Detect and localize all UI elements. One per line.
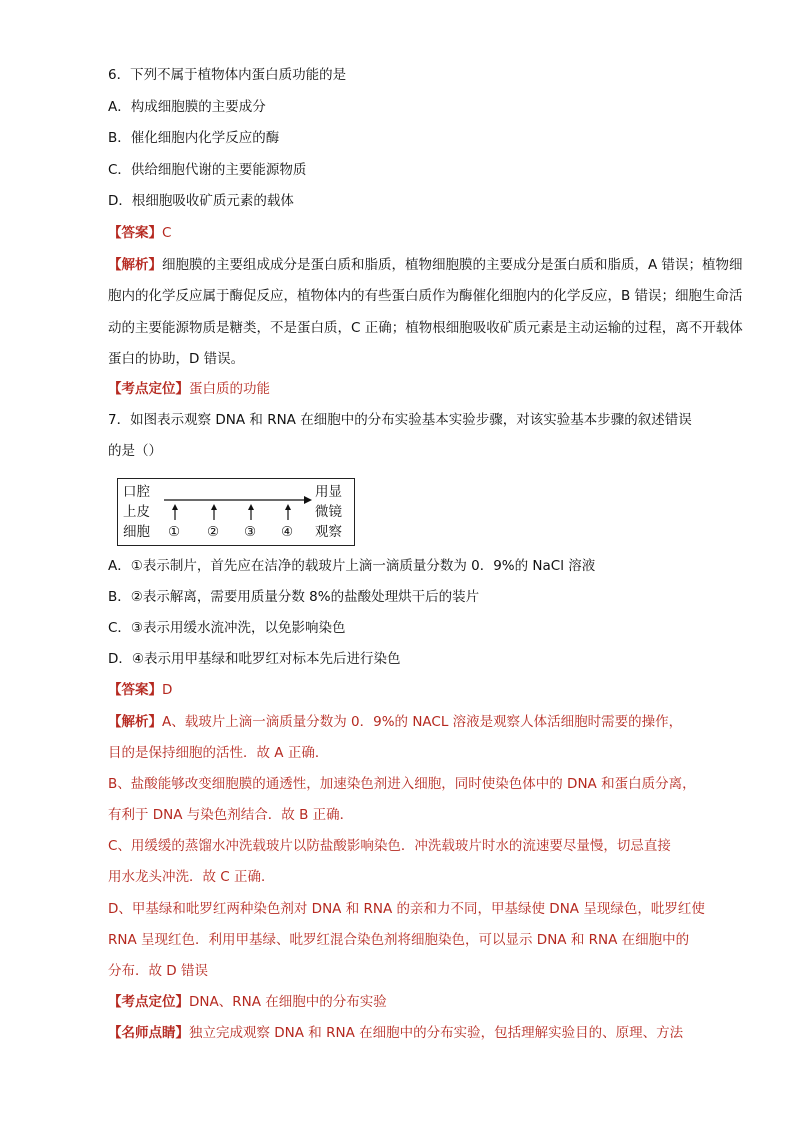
- q7-analysis-line-2: 目的是保持细胞的活性．故 A 正确．: [108, 745, 329, 761]
- main-arrow: [164, 496, 312, 504]
- q7-analysis-line-3: B、盐酸能够改变细胞膜的通透性，加速染色剂进入细胞，同时使染色体中的 DNA 和蛋白质分离，: [108, 776, 696, 792]
- q6-kaodian: [108, 380, 270, 398]
- q7-analysis-line-1: [108, 713, 682, 731]
- answer-tag: 【答案】: [108, 225, 162, 241]
- analysis-text: 细胞膜的主要组成成分是蛋白质和脂质，植物细胞膜的主要成分是蛋白质和脂质，A 错误；植物细: [162, 257, 743, 273]
- q6-stem: 6．下列不属于植物体内蛋白质功能的是: [108, 67, 347, 83]
- q7-analysis-line-9: 分布．故 D 错误: [108, 963, 208, 979]
- q7-analysis-line-6: 用水龙头冲洗．故 C 正确．: [108, 869, 275, 885]
- step-arrow-3: [248, 504, 254, 520]
- answer-value: C: [162, 225, 172, 241]
- q7-kaodian: [108, 993, 387, 1011]
- q7-analysis-line-4: 有利于 DNA 与染色剂结合．故 B 正确．: [108, 807, 354, 823]
- q7-option-c: C．③表示用缓水流冲洗，以免影响染色: [108, 620, 346, 636]
- mingshi-tag: 【名师点睛】: [108, 1025, 189, 1041]
- experiment-steps-diagram: [117, 478, 355, 546]
- diagram-left-line-1: 口腔: [123, 484, 150, 500]
- q7-analysis-line-8: RNA 呈现红色．利用甲基绿、吡罗红混合染色剂将细胞染色，可以显示 DNA 和 RNA 在细胞中的: [108, 932, 690, 948]
- q6-option-a: A．构成细胞膜的主要成分: [108, 99, 266, 115]
- step-label-3: ③: [244, 524, 257, 540]
- q6-analysis-line-2: 胞内的化学反应属于酶促反应，植物体内的有些蛋白质作为酶催化细胞内的化学反应，B 错误；细胞生命活: [108, 288, 743, 304]
- diagram-left-line-3: 细胞: [123, 524, 150, 540]
- q6-option-d: D．根细胞吸收矿质元素的载体: [108, 193, 294, 209]
- q7-analysis-line-7: D、甲基绿和吡罗红两种染色剂对 DNA 和 RNA 的亲和力不同，甲基绿使 DNA 呈现绿色，吡罗红使: [108, 901, 705, 917]
- kaodian-text: 蛋白质的功能: [189, 381, 270, 397]
- q7-stem-line-1: 7．如图表示观察 DNA 和 RNA 在细胞中的分布实验基本实验步骤，对该实验基本步骤的叙述错误: [108, 412, 692, 428]
- mingshi-text: 独立完成观察 DNA 和 RNA 在细胞中的分布实验，包括理解实验目的、原理、方法: [189, 1025, 684, 1041]
- answer-value: D: [162, 682, 173, 698]
- step-arrow-1: [172, 504, 178, 520]
- q7-option-a: A．①表示制片，首先应在洁净的载玻片上滴一滴质量分数为 0．9%的 NaCl 溶液: [108, 558, 596, 574]
- analysis-tag: 【解析】: [108, 714, 162, 730]
- q7-analysis-line-5: C、用缓缓的蒸馏水冲洗载玻片以防盐酸影响染色．冲洗载玻片时水的流速要尽量慢，切忌直接: [108, 838, 671, 854]
- q6-option-c: C．供给细胞代谢的主要能源物质: [108, 162, 307, 178]
- q6-analysis-line-3: 动的主要能源物质是糖类，不是蛋白质，C 正确；植物根细胞吸收矿质元素是主动运输的过程，离不开载体: [108, 320, 743, 336]
- analysis-text: A、载玻片上滴一滴质量分数为 0．9%的 NACL 溶液是观察人体活细胞时需要的操作，: [162, 714, 683, 730]
- diagram-right-line-2: 微镜: [315, 504, 342, 520]
- q6-analysis-line-4: 蛋白的协助，D 错误。: [108, 351, 245, 367]
- step-arrow-2: [211, 504, 217, 520]
- diagram-right-line-1: 用显: [315, 484, 342, 500]
- step-label-1: ①: [168, 524, 181, 540]
- q7-answer: [108, 681, 172, 699]
- q6-option-b: B．催化细胞内化学反应的酶: [108, 130, 280, 146]
- diagram-left-line-2: 上皮: [123, 504, 150, 520]
- diagram-arrows: [118, 479, 354, 545]
- diagram-right-line-3: 观察: [315, 524, 342, 540]
- q7-mingshi: [108, 1024, 683, 1042]
- step-arrow-4: [285, 504, 291, 520]
- kaodian-tag: 【考点定位】: [108, 994, 189, 1010]
- q6-answer: [108, 224, 171, 242]
- kaodian-text: DNA、RNA 在细胞中的分布实验: [189, 994, 387, 1010]
- step-label-4: ④: [281, 524, 294, 540]
- answer-tag: 【答案】: [108, 682, 162, 698]
- step-label-2: ②: [207, 524, 220, 540]
- q7-option-d: D．④表示用甲基绿和吡罗红对标本先后进行染色: [108, 651, 401, 667]
- q6-analysis-line-1: [108, 256, 743, 274]
- q7-option-b: B．②表示解离，需要用质量分数 8%的盐酸处理烘干后的装片: [108, 589, 480, 605]
- kaodian-tag: 【考点定位】: [108, 381, 189, 397]
- analysis-tag: 【解析】: [108, 257, 162, 273]
- q7-stem-line-2: 的是（）: [108, 443, 162, 459]
